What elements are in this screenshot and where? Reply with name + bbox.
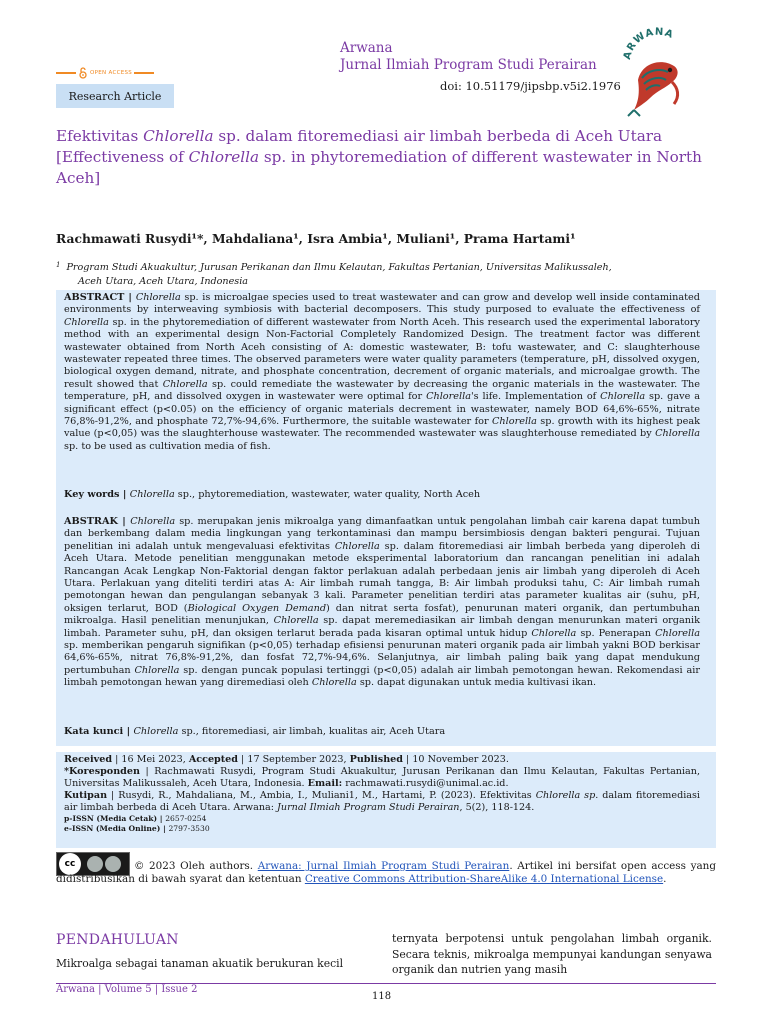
keywords-indonesian: Kata kunci | Chlorella sp., fitoremediasi, air limbah, kualitas air, Aceh Utara — [64, 726, 446, 737]
section-heading: PENDAHULUAN — [56, 932, 179, 948]
abstract-indonesian: ABSTRAK | Chlorella sp. merupakan jenis mikroalga yang dimanfaatkan untuk pengolahan limbah cair karena dapat tumbuh dan berkembang dalam media lingkungan yang terkontaminasi dan mampu bersimbiosis dengan bakteri pengurai. Tujuan penelitian ini adalah untuk mengevaluasi efektivitas Chlorella sp. dalam fitoremediasi air limbah berbeda yang diperoleh di Aceh Utara. Metode penelitian menggunakan metode eksperimental laboratorium dan rancangan penelitian ini adalah Rancangan Acak Lengkap Non-Faktorial dengan faktor perlakuan adalah perbedaan jenis air limbah yang diperoleh di Aceh Utara. Perlakuan yang diteliti terdiri atas A: Air limbah rumah tangga, B: Air limbah produksi tahu, C: Air limbah rumah pemotongan hewan dan pengulangan sebanyak 3 kali. Parameter penelitian terdiri atas parameter kualitas air (suhu, pH, oksigen terlarut, BOD (Biological Oxygen Demand) dan nitrat serta fosfat), penurunan materi organik, dan pertumbuhan mikroalga. Hasil penelitian menunjukan, Chlorella sp. dapat meremediasikan air limbah dengan menurunkan materi organik limbah. Parameter suhu, pH, dan oksigen terlarut berada pada kisaran optimal untuk hidup Chlorella sp. Penerapan Chlorella sp. memberikan pengaruh signifikan (p<0,05) terhadap efisiensi penurunan materi organik pada air limbah yakni BOD berkisar 64,6%-65%, nitrat 76,8%-91,2%, dan fosfat 72,7%-94,6%. Selanjutnya, air limbah paling baik yang dapat mendukung pertumbuhan Chlorella sp. dengan puncak populasi tertinggi (p<0,05) adalah air limbah pemotongan hewan. Rekomendasi air limbah pemotongan hewan yang diremediasi oleh Chlorella sp. dapat digunakan untuk media kultivasi ikan. — [64, 516, 701, 689]
doi: doi: 10.51179/jipsbp.v5i2.1976 — [440, 79, 621, 93]
online-issn: e-ISSN (Media Online) | 2797-3530 — [64, 824, 210, 833]
journal-header — [340, 40, 597, 74]
body-right-column: ternyata berpotensi untuk pengolahan limbah organik. Secara teknis, mikroalga mempunyai kandungan senyawa organik dan nutrien yang masih — [392, 932, 712, 976]
body-left-column: Mikroalga sebagai tanaman akuatik berukuran kecil — [56, 957, 344, 970]
dates-line: Received | 16 Mei 2023, Accepted | 17 September 2023, Published | 10 November 2023. — [64, 754, 509, 765]
author-list: Rachmawati Rusydi¹*, Mahdaliana¹, Isra Ambia¹, Muliani¹, Prama Hartami¹ — [56, 231, 576, 246]
citation: Kutipan | Rusydi, R., Mahdaliana, M., Ambia, I., Muliani1, M., Hartami, P. (2023). Efektivitas Chlorella sp. dalam fitoremediasi air limbah berbeda di Aceh Utara. Arwana: Jurnal Ilmiah Program Studi Perairan, 5(2), 118-124. — [64, 790, 700, 813]
journal-name: Arwana — [340, 40, 393, 56]
abstract-english: ABSTRACT | Chlorella sp. is microalgae species used to treat wastewater and can grow and develop well inside contaminated environments by interweaving symbiosis with bacterial decomposers. This study purposed to evaluate the effectiveness of Chlorella sp. in the phytoremediation of different wastewater from North Aceh. This research used the experimental laboratory method with an experimental design Non-Factorial Completely Randomized Design. The treatment factor was different wastewater obtained from North Aceh consisting of A: domestic wastewater, B: tofu wastewater, and C: slaughterhouse wastewater repeated three times. The observed parameters were water quality parameters (temperature, pH, dissolved oxygen, biological oxygen demand, nitrate, and phosphate concentration, decrement of organic materials, and microalgae growth. The result showed that Chlorella sp. could remediate the wastewater by decreasing the organic materials in the wastewater. The temperature, pH, and dissolved oxygen in wastewater were optimal for Chlorella's life. Implementation of Chlorella sp. gave a significant effect (p<0.05) on the efficiency of organic materials decrement in wastewater, namely BOD 64,6%-65%, nitrate 76,8%-91,2%, and phosphate 72,7%-94,6%. Furthermore, the suitable wastewater for Chlorella sp. growth with its highest peak value (p<0,05) was the slaughterhouse wastewater. The recommended wastewater was slaughterhouse remediated by Chlorella sp. to be used as cultivation media of fish. — [64, 292, 701, 452]
license-notice: © 2023 Oleh authors. Arwana: Jurnal Ilmiah Program Studi Perairan. Artikel ini bersifat open access yang didistribusikan di bawah syarat dan ketentuan Creative Commons Attribution-ShareAlike 4.0 International License. — [56, 860, 717, 885]
page-number: 118 — [372, 991, 392, 1002]
open-access-logo — [56, 66, 154, 80]
journal-link[interactable]: Arwana: Jurnal Ilmiah Program Studi Perairan — [257, 860, 510, 872]
affiliation: $^1$ Program Studi Akuakultur, Jurusan Perikanan dan Ilmu Kelautan, Fakultas Pertanian, Universitas Malikussaleh, Aceh Utara, Aceh Utara, Indonesia — [56, 261, 612, 287]
svg-text:ARWANA — [622, 27, 675, 61]
logo-text: ARWANA — [621, 26, 676, 61]
correspondence: *Koresponden | Rachmawati Rusydi, Program Studi Akuakultur, Jurusan Perikanan dan Ilmu Kelautan, Fakultas Pertanian, Universitas Malikussaleh, Aceh Utara, Indonesia. Email: rachmawati.rusydi@unimal.ac.id. — [64, 766, 700, 789]
journal-full-name: Jurnal Ilmiah Program Studi Perairan — [340, 57, 597, 73]
open-access-label: OPEN ACCESS — [90, 70, 133, 76]
oa-left-line — [56, 72, 76, 74]
keywords-english: Key words | Chlorella sp., phytoremediation, wastewater, water quality, North Aceh — [64, 489, 481, 500]
license-link[interactable]: Creative Commons Attribution-ShareAlike 4.0 International License — [304, 873, 664, 885]
title-english: [Effectiveness of Chlorella sp. in phytoremediation of different wastewater in North Aceh] — [56, 148, 702, 187]
print-issn: p-ISSN (Media Cetak) | 2657-0254 — [64, 814, 207, 823]
arwana-fish-logo — [620, 26, 694, 118]
article-type-badge: Research Article — [56, 84, 174, 108]
article-meta — [64, 754, 700, 834]
affiliation-marker: 1 — [56, 261, 61, 269]
title-indonesian: Efektivitas Chlorella sp. dalam fitoremediasi air limbah berbeda di Aceh Utara — [56, 127, 663, 145]
article-title — [56, 126, 716, 189]
open-access-lock-icon — [78, 67, 88, 79]
footer-journal-info: Arwana | Volume 5 | Issue 2 — [56, 984, 198, 995]
cc-icon: cc — [59, 853, 81, 875]
oa-right-line — [134, 72, 154, 74]
